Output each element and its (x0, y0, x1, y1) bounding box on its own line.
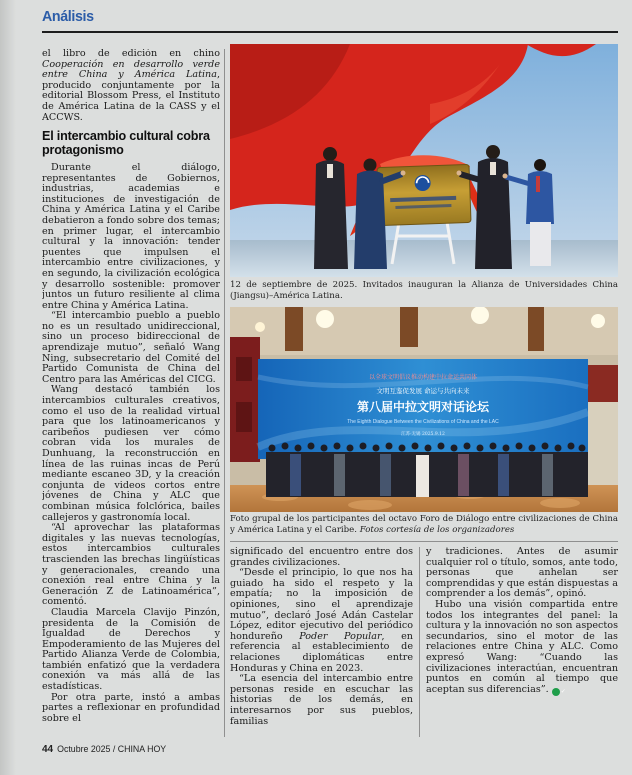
column-divider (224, 49, 225, 737)
paragraph (230, 568, 413, 674)
issue-label: Octubre 2025 / CHINA HOY (57, 744, 167, 754)
intro-text: el libro de edición en chino (42, 49, 220, 59)
closing-paragraph-text: Hubo una visión compartida entre todos los integrantes del panel: la cultura y la innovación no son aspectos secundarios, sino el motor de las relaciones entre China y ALC. Como expresó Wang: “Cuando las civilizaciones interactúan, encuentran puntos en común al tiempo que aceptan sus diferencias”. (426, 598, 618, 695)
quote-text-cont: , en referencia al establecimiento de relaciones diplomáticas entre Honduras y China en 2023. (230, 630, 413, 674)
middle-column (230, 547, 413, 739)
paragraph: Por otra parte, instó a ambas partes a reflexionar en profundidad sobre el (42, 691, 220, 724)
left-column (42, 49, 220, 727)
newspaper-title-italic: Poder Popular (299, 630, 382, 642)
photo1-caption: 12 de septiembre de 2025. Invitados inauguran la Alianza de Universidades China (Jiangsu)–América Latina. (230, 280, 618, 301)
photo2-illustration (230, 307, 618, 512)
stage-floor (230, 240, 618, 277)
banner-venue: 江苏·无锡 2025.9.12 (401, 432, 445, 437)
page-number: 44 (42, 744, 54, 755)
right-column (426, 547, 618, 739)
ceiling (230, 307, 618, 355)
banner-subtitle: The Eighth Dialogue Between the Civilizations of China and the LAC (347, 419, 499, 425)
paragraph: Claudia Marcela Clavijo Pinzón, presidenta de la Comisión de Igualdad de Derechos y Empoderamiento de las Mujeres del Partido Alianza Verde de Colombia, también enfatizó que la verdadera conexión va más allá de las estadísticas. (42, 606, 220, 693)
photo1-illustration (230, 44, 618, 277)
section-label: Análisis (42, 8, 94, 25)
photo-unveiling-ceremony (230, 44, 618, 277)
book-title-italic: Cooperación en desarrollo verde entre China y América Latina (42, 58, 220, 81)
paragraph (426, 600, 618, 696)
paragraph: y tradiciones. Antes de asumir cualquier rol o título, somos, ante todo, personas que anhelan ser comprendidas y que están dispuestas a comprender a los demás”, opinó. (426, 547, 618, 600)
intro-paragraph (42, 49, 220, 123)
caption-divider-rule (230, 541, 618, 542)
paragraph: Durante el diálogo, representantes de Gobiernos, industrias, academias e instituciones de investigación de China y América Latina y el Caribe debatieron a fondo sobre dos temas; en primer lugar, el intercambio cultural y la innovación: tender puentes que impulsen el intercambio entre civilizaciones, y en segundo, la civilización ecológica y desarrollo sostenible: promover juntos un futuro resiliente al clima entre China y América Latina. (42, 161, 220, 311)
banner-line1: 以全球文明倡议推动构建中拉命运共同体 (368, 374, 478, 381)
photo2-caption (230, 514, 618, 536)
person-silhouette-1 (314, 147, 348, 269)
banner-title: 第八届中拉文明对话论坛 (356, 400, 490, 414)
photo-credit: Fotos cortesía de los organizadores (359, 525, 515, 535)
photo2-caption-text: Foto grupal de los participantes del octavo Foro de Diálogo entre civilizaciones de China y América Latina y el Caribe. (230, 514, 618, 535)
paragraph: Wang destacó también los intercambios culturales creativos, como el uso de la realidad virtual para que los latinoamericanos y caribeños pudiesen ver cómo cobran vida los murales de Dunhuang, la reconstrucción en línea de las ruinas incas de Perú mediante escaneo 3D, y la creación conjunta de videos cortos entre jóvenes de China y ALC que combinan música folclórica, bailes callejeros y gastronomía local. (42, 384, 220, 523)
banner-line2: 文明互鉴促发展 命运与共向未来 (376, 387, 470, 395)
intro-text-cont: , producido conjuntamente por la editorial Blossom Press, el Instituto de América Latina de la CASS y el ACCWS. (42, 69, 220, 123)
forum-banner (258, 359, 588, 459)
paragraph: “El intercambio pueblo a pueblo no es un resultado unidireccional, sino un proceso bidireccional de aprendizaje mutuo”, señaló Wang Ning, subsecretario del Comité del Partido Comunista de China del Centro para las Américas del CICG. (42, 310, 220, 385)
quote-text: “Desde el principio, lo que nos ha guiado ha sido el respeto y la empatía; no la imposición de opiniones, sino el aprendizaje mutuo”, declaró José Adán Castelar López, editor ejecutivo del periódico hondureño (230, 567, 413, 642)
end-of-article-icon: ✓ (552, 688, 560, 696)
header-rule (42, 31, 618, 33)
paragraph: significado del encuentro entre dos grandes civilizaciones. (230, 547, 413, 568)
paragraph: “La esencia del intercambio entre personas reside en escuchar las historias de los demás, en interesarnos por sus pueblos, familias (230, 673, 413, 727)
article-subheading: El intercambio cultural cobra protagonismo (42, 129, 210, 157)
page-footer (42, 744, 166, 755)
column-divider (419, 547, 420, 737)
paragraph: “Al aprovechar las plataformas digitales y las nuevas tecnologías, estos intercambios culturales trascienden las brechas lingüísticas y generacionales, creando una conexión real entre China y la Generación Z de Latinoamérica”, comentó. (42, 522, 220, 608)
scan-edge-shadow (0, 0, 16, 775)
photo-group-forum (230, 307, 618, 512)
